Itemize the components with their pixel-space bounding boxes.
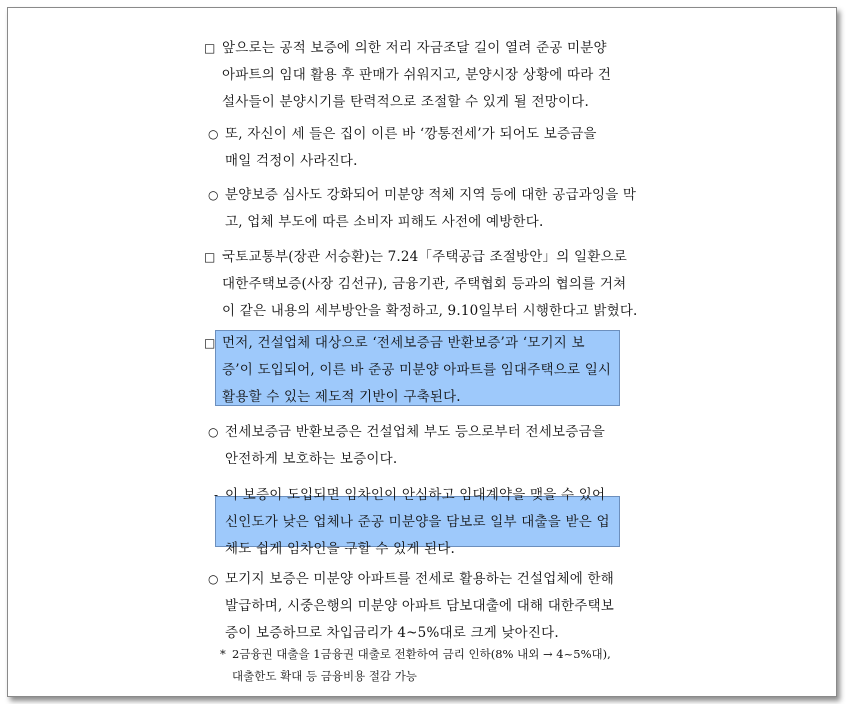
paragraph-line: 증’이 도입되어, 이른 바 준공 미분양 아파트를 임대주택으로 일시	[222, 362, 612, 378]
paragraph-6	[225, 419, 605, 473]
paragraph-8	[225, 566, 614, 647]
paragraph-line: 먼저, 건설업체 대상으로 ‘전세보증금 반환보증’과 ‘모기지 보	[222, 335, 585, 351]
paragraph-line: 증이 보증하므로 차입금리가 4~5%대로 크게 낮아진다.	[225, 625, 559, 641]
paragraph-line: 이 보증이 도입되면 임차인이 안심하고 임대계약을 맺을 수 있어	[225, 487, 606, 503]
paragraph-line: 체도 쉽게 임차인을 구할 수 있게 된다.	[225, 541, 456, 557]
paragraph-line: 대한주택보증(사장 김선규), 금융기관, 주택협회 등과의 협의를 거쳐	[222, 276, 627, 292]
circle-bullet-icon: ○	[208, 127, 219, 141]
paragraph-2	[225, 121, 597, 175]
footnote	[232, 643, 611, 687]
paragraph-line: 매일 걱정이 사라진다.	[225, 153, 358, 169]
square-bullet-icon: □	[204, 41, 216, 55]
paragraph-line: 분양보증 심사도 강화되어 미분양 적체 지역 등에 대한 공급과잉을 막	[225, 187, 637, 203]
paragraph-7	[225, 482, 610, 563]
footnote-line: 2금융권 대출을 1금융권 대출로 전환하여 금리 인하(8% 내외 → 4~5%대),	[232, 647, 611, 661]
square-bullet-icon: □	[204, 336, 216, 350]
footnote-marker: *	[220, 647, 226, 661]
square-bullet-icon: □	[204, 250, 216, 264]
paragraph-line: 모기지 보증은 미분양 아파트를 전세로 활용하는 건설업체에 한해	[225, 571, 614, 587]
paragraph-line: 국토교통부(장관 서승환)는 7.24「주택공급 조절방안」의 일환으로	[222, 249, 627, 265]
paragraph-line: 활용할 수 있는 제도적 기반이 구축된다.	[222, 389, 461, 405]
document-page	[7, 7, 837, 697]
paragraph-3	[225, 182, 636, 236]
circle-bullet-icon: ○	[208, 572, 219, 586]
paragraph-line: 이 같은 내용의 세부방안을 확정하고, 9.10일부터 시행한다고 밝혔다.	[222, 303, 638, 319]
paragraph-4	[222, 244, 638, 325]
paragraph-line: 전세보증금 반환보증은 건설업체 부도 등으로부터 전세보증금을	[225, 424, 605, 440]
circle-bullet-icon: ○	[208, 188, 219, 202]
paragraph-line: 설사들이 분양시기를 탄력적으로 조절할 수 있게 될 전망이다.	[222, 94, 589, 110]
document-content	[8, 8, 836, 696]
paragraph-line: 신인도가 낮은 업체나 준공 미분양을 담보로 일부 대출을 받은 업	[225, 514, 610, 530]
circle-bullet-icon: ○	[208, 425, 219, 439]
dash-bullet-icon: -	[214, 488, 219, 502]
paragraph-line: 고, 업체 부도에 따른 소비자 피해도 사전에 예방한다.	[225, 214, 544, 230]
paragraph-5	[222, 330, 611, 411]
footnote-line: 대출한도 확대 등 금융비용 절감 가능	[232, 669, 417, 683]
paragraph-line: 앞으로는 공적 보증에 의한 저리 자금조달 길이 열려 준공 미분양	[222, 40, 607, 56]
paragraph-line: 아파트의 임대 활용 후 판매가 쉬워지고, 분양시장 상황에 따라 건	[222, 67, 612, 83]
paragraph-line: 또, 자신이 세 들은 집이 이른 바 ‘깡통전세’가 되어도 보증금을	[225, 126, 597, 142]
paragraph-line: 안전하게 보호하는 보증이다.	[225, 451, 398, 467]
paragraph-line: 발급하며, 시중은행의 미분양 아파트 담보대출에 대해 대한주택보	[225, 598, 614, 614]
paragraph-1	[222, 35, 611, 116]
